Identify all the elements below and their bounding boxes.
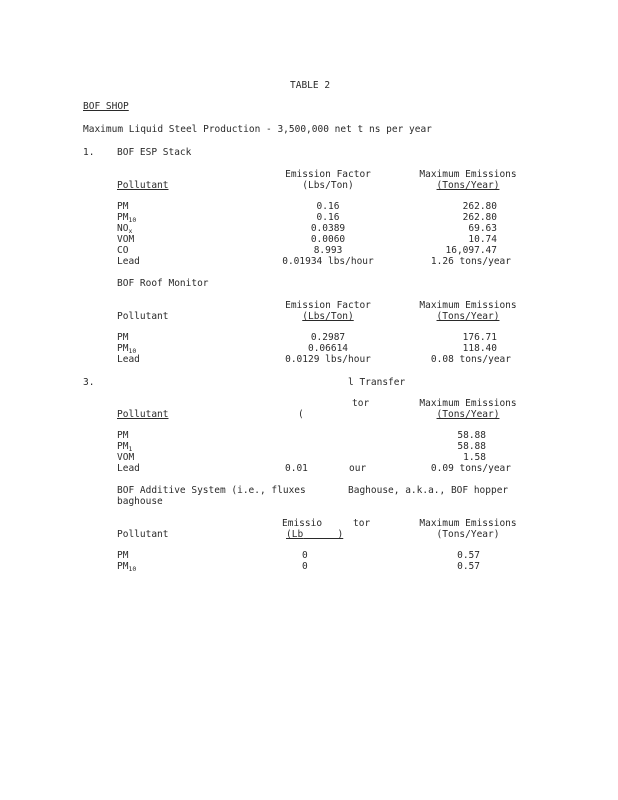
table-row <box>117 561 136 572</box>
me-cell: 10.74 <box>468 234 497 245</box>
pollutant-cell: PM <box>117 212 129 223</box>
t2-me-header-1: Maximum Emissions <box>419 300 517 311</box>
pollutant-cell: PM <box>117 561 129 572</box>
t4-ef-header-1b: tor <box>353 518 371 529</box>
table-row <box>117 550 128 561</box>
pollutant-cell: PM <box>117 550 129 561</box>
pollutant-cell: PM <box>117 332 129 343</box>
pollutant-cell: PM <box>117 201 129 212</box>
pollutant-cell: PM <box>117 343 129 354</box>
item3-number: 3. <box>83 377 95 388</box>
item1-title: BOF ESP Stack <box>117 147 192 158</box>
ef-cell: 0.0060 <box>310 234 346 245</box>
pollutant-cell: PM <box>117 430 129 441</box>
section-heading: BOF SHOP <box>83 101 129 112</box>
ef-cell: 0.16 <box>316 201 340 212</box>
pollutant-subscript: 10 <box>128 565 137 573</box>
ef-cell-extra: our <box>349 463 367 474</box>
me-cell: 69.63 <box>468 223 497 234</box>
pollutant-cell: CO <box>117 245 129 256</box>
t4-pollutant-header: Pollutant <box>117 529 169 540</box>
table-row <box>117 245 128 256</box>
pollutant-cell: Lead <box>117 463 140 474</box>
table-row <box>117 463 140 474</box>
pollutant-cell: VOM <box>117 452 135 463</box>
table-row <box>117 212 136 223</box>
t4-me-header-2: (Tons/Year) <box>436 529 500 540</box>
t4-ef-header-2 <box>286 529 343 540</box>
me-cell: 1.26 tons/year <box>430 256 511 267</box>
me-cell: 16,097.47 <box>445 245 497 256</box>
t3-ef-header-fragment: tor <box>352 398 370 409</box>
me-cell: 58.88 <box>457 430 486 441</box>
pollutant-subscript: 1 <box>128 445 133 453</box>
additive-title-line2: baghouse <box>117 496 163 507</box>
table-row <box>117 452 134 463</box>
page-title: TABLE 2 <box>290 80 331 91</box>
table-row <box>117 201 128 212</box>
ef-cell: 0.06614 <box>307 343 349 354</box>
t2-ef-header-1: Emission Factor <box>285 300 371 311</box>
me-cell: 262.80 <box>462 201 497 212</box>
ef-cell: 0.01934 lbs/hour <box>282 256 374 267</box>
t4-me-header-1: Maximum Emissions <box>419 518 517 529</box>
production-line: Maximum Liquid Steel Production - 3,500,000 net t ns per year <box>83 124 432 135</box>
t1-ef-header-2: (Lbs/Ton) <box>302 180 354 191</box>
additive-title-right: Baghouse, a.k.a., BOF hopper <box>348 485 509 496</box>
additive-title-left: BOF Additive System (i.e., fluxes <box>117 485 306 496</box>
table-row <box>117 343 136 354</box>
ef-cell: 0.0129 lbs/hour <box>285 354 371 365</box>
me-cell: 176.71 <box>462 332 497 343</box>
ef-cell: 0 <box>302 561 308 572</box>
table-row <box>117 332 128 343</box>
ef-cell: 0 <box>302 550 308 561</box>
roof-monitor-title: BOF Roof Monitor <box>117 278 209 289</box>
t4-ef-header-2-text: (Lb <box>286 529 304 540</box>
table-row <box>117 223 132 234</box>
t3-ef-header-paren: ( <box>298 409 304 420</box>
t2-pollutant-header: Pollutant <box>117 311 169 322</box>
ef-cell: 8.993 <box>313 245 343 256</box>
me-cell: 1.58 <box>463 452 486 463</box>
me-cell: 0.09 tons/year <box>430 463 511 474</box>
pollutant-cell: NO <box>117 223 129 234</box>
me-cell: 0.57 <box>457 561 480 572</box>
ef-cell: 0.01 <box>285 463 308 474</box>
me-cell: 0.57 <box>457 550 480 561</box>
pollutant-subscript: 10 <box>128 216 137 224</box>
table-row <box>117 256 140 267</box>
me-cell: 118.40 <box>462 343 497 354</box>
t3-pollutant-header: Pollutant <box>117 409 169 420</box>
me-cell: 0.08 tons/year <box>430 354 511 365</box>
pollutant-cell: Lead <box>117 354 140 365</box>
item1-number: 1. <box>83 147 95 158</box>
t1-me-header-2: (Tons/Year) <box>436 180 500 191</box>
table-row <box>117 430 128 441</box>
ef-cell: 0.2987 <box>310 332 346 343</box>
item3-title-fragment: l Transfer <box>348 377 406 388</box>
t3-me-header-2: (Tons/Year) <box>436 409 500 420</box>
pollutant-subscript: 10 <box>128 347 137 355</box>
t1-pollutant-header: Pollutant <box>117 180 169 191</box>
t3-me-header-1: Maximum Emissions <box>419 398 517 409</box>
me-cell: 58.88 <box>457 441 486 452</box>
t1-ef-header-1: Emission Factor <box>285 169 371 180</box>
t4-ef-header-1a: Emissio <box>282 518 323 529</box>
me-cell: 262.80 <box>462 212 497 223</box>
table-row <box>117 234 134 245</box>
t2-me-header-2: (Tons/Year) <box>436 311 500 322</box>
pollutant-cell: VOM <box>117 234 135 245</box>
ef-cell: 0.0389 <box>310 223 346 234</box>
pollutant-cell: PM <box>117 441 129 452</box>
t2-ef-header-2: (Lbs/Ton) <box>302 311 354 322</box>
pollutant-cell: Lead <box>117 256 140 267</box>
t4-ef-header-2-end: ) <box>337 529 344 540</box>
pollutant-subscript: x <box>128 227 133 235</box>
t1-me-header-1: Maximum Emissions <box>419 169 517 180</box>
table-row <box>117 441 132 452</box>
ef-cell: 0.16 <box>316 212 340 223</box>
table-row <box>117 354 140 365</box>
